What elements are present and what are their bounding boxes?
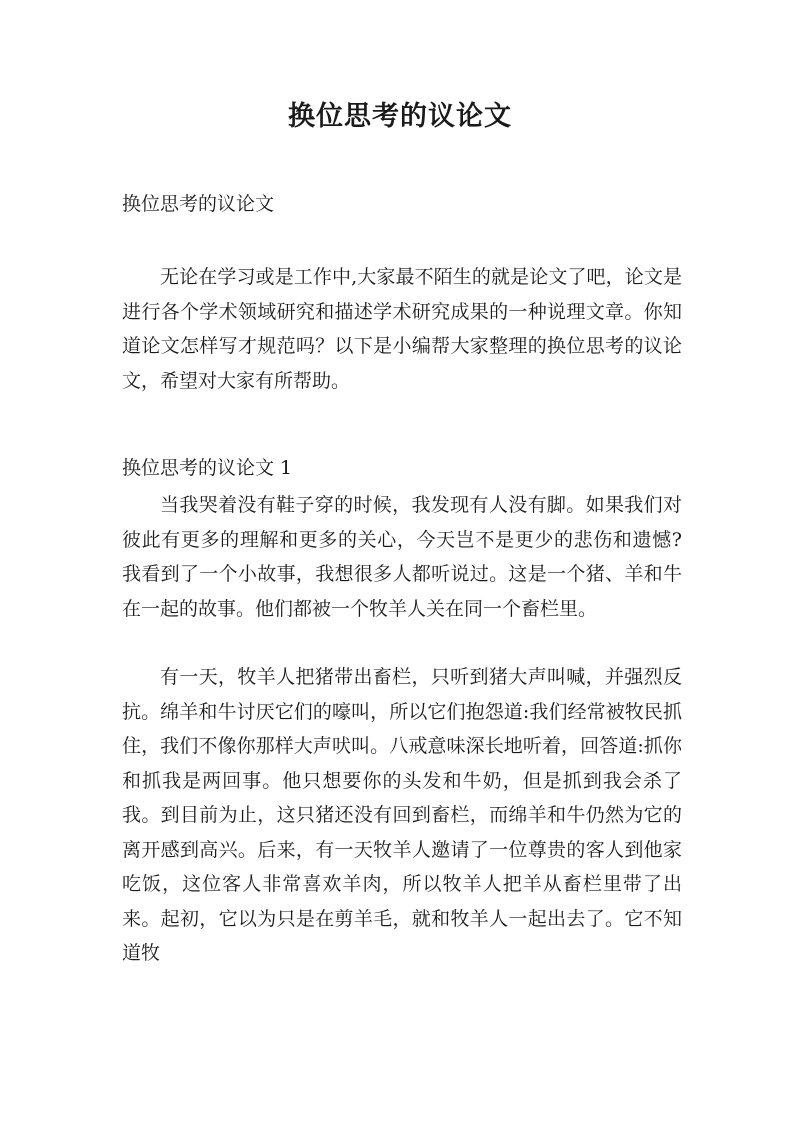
- essay-heading: 换位思考的议论文 1: [122, 457, 293, 479]
- intro-heading: 换位思考的议论文: [122, 193, 275, 215]
- intro-paragraph: 无论在学习或是工作中,大家最不陌生的就是论文了吧，论文是进行各个学术领域研究和描述学术研究成果的一种说理文章。你知道论文怎样写才规范吗？以下是小编帮大家整理的换位思考的议论文，希望对大家有所帮助。: [122, 266, 682, 392]
- essay-paragraph-2: 有一天，牧羊人把猪带出畜栏，只听到猪大声叫喊，并强烈反抗。绵羊和牛讨厌它们的嚎叫，所以它们抱怨道:我们经常被牧民抓住，我们不像你那样大声吠叫。八戒意味深长地听着，回答道:抓你和抓我是两回事。他只想要你的头发和牛奶，但是抓到我会杀了我。到目前为止，这只猪还没有回到畜栏，而绵羊和牛仍然为它的离开感到高兴。后来，有一天牧羊人邀请了一位尊贵的客人到他家吃饭，这位客人非常喜欢羊肉，所以牧羊人把羊从畜栏里带了出来。起初，它以为只是在剪羊毛，就和牧羊人一起出去了。它不知道牧: [122, 666, 682, 964]
- document-title: 换位思考的议论文: [288, 101, 512, 132]
- essay-paragraph-1: 当我哭着没有鞋子穿的时候，我发现有人没有脚。如果我们对彼此有更多的理解和更多的关心，今天岂不是更少的悲伤和遗憾?我看到了一个小故事，我想很多人都听说过。这是一个猪、羊和牛在一起的故事。他们都被一个牧羊人关在同一个畜栏里。: [122, 494, 682, 620]
